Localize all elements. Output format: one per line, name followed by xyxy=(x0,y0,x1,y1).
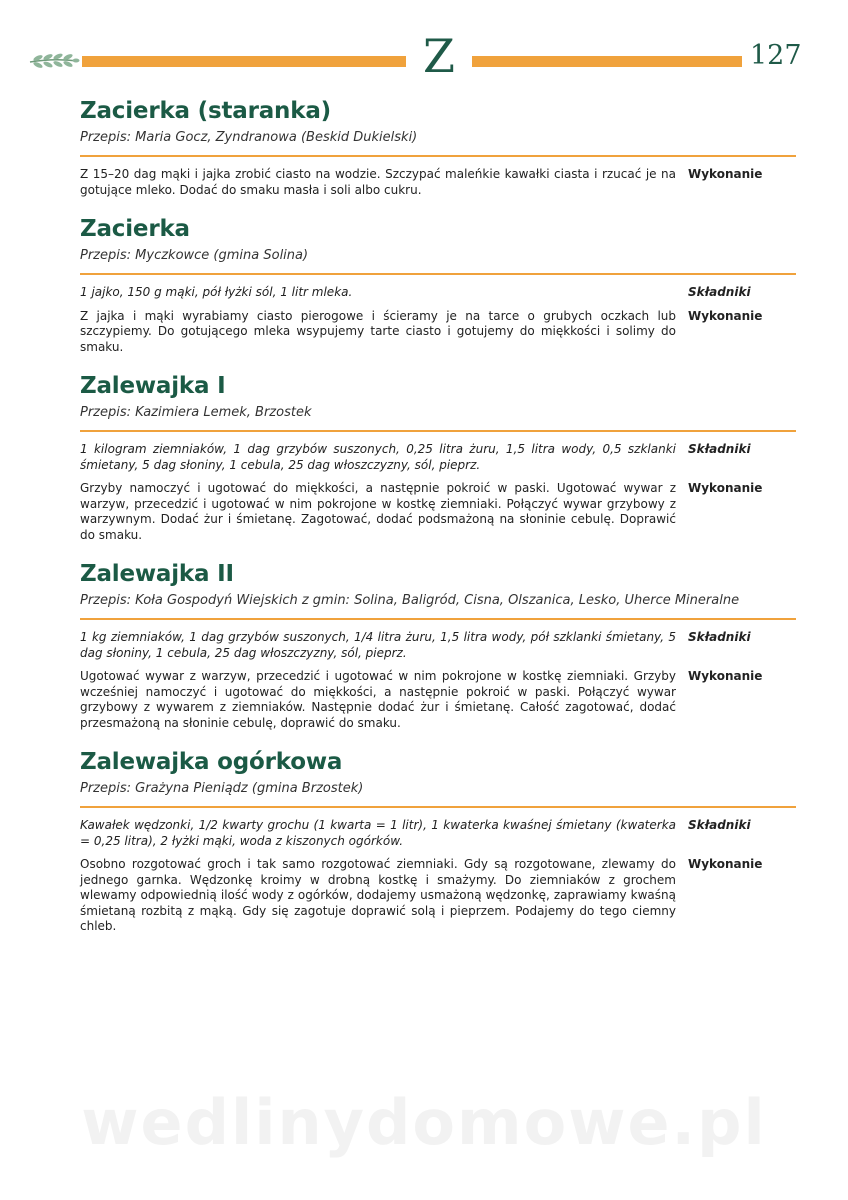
recipe xyxy=(80,212,796,355)
skladniki-row xyxy=(80,442,796,473)
recipe-author: Przepis: Grażyna Pieniądz (gmina Brzostek) xyxy=(80,781,364,796)
wykonanie-row xyxy=(80,167,796,198)
recipe xyxy=(80,557,796,731)
recipe-title: Zalewajka II xyxy=(80,561,234,587)
skladniki-row xyxy=(80,818,796,849)
wykonanie-text: Grzyby namoczyć i ugotować do miękkości, a następnie pokroić w paski. Ugotować wywar z warzyw, przecedzić i ugotować w nim pokrojone w kostkę ziemniaki. Połączyć wywar grzybowy z warzywnym. Dodać żur i śmietanę. Zagotować, dodać podsmażoną na słoninie cebulę. Doprawić do smaku. xyxy=(80,481,676,542)
section-letter: Z xyxy=(423,29,455,83)
skladniki-text: Kawałek wędzonki, 1/2 kwarty grochu (1 kwarta = 1 litr), 1 kwaterka kwaśnej śmietany (kwaterka = 0,25 litra), 2 łyżki mąki, woda z kiszonych ogórków. xyxy=(80,818,676,848)
divider xyxy=(80,430,796,432)
recipe-author: Przepis: Myczkowce (gmina Solina) xyxy=(80,248,309,263)
page-number: 127 xyxy=(750,40,802,71)
skladniki-label: Składniki xyxy=(688,818,751,832)
wykonanie-text: Z 15–20 dag mąki i jajka zrobić ciasto na wodzie. Szczypać maleńkie kawałki ciasta i rzucać je na gotujące mleko. Dodać do smaku masła i soli albo cukru. xyxy=(80,167,676,197)
wykonanie-label: Wykonanie xyxy=(688,167,763,181)
wykonanie-row xyxy=(80,857,796,935)
wykonanie-label: Wykonanie xyxy=(688,481,763,495)
wykonanie-row xyxy=(80,481,796,543)
leaf-ornament-icon xyxy=(28,50,80,72)
recipe-title: Zacierka xyxy=(80,216,190,242)
recipe-title: Zalewajka I xyxy=(80,373,226,399)
divider xyxy=(80,618,796,620)
skladniki-text: 1 kilogram ziemniaków, 1 dag grzybów suszonych, 0,25 litra żuru, 1,5 litra wody, 0,5 szklanki śmietany, 5 dag słoniny, 1 cebula, 25 dag włoszczyzny, sól, pieprz. xyxy=(80,442,676,472)
skladniki-row xyxy=(80,630,796,661)
wykonanie-row xyxy=(80,309,796,356)
watermark: wedlinydomowe.pl xyxy=(81,1086,767,1159)
recipe-author: Przepis: Maria Gocz, Zyndranowa (Beskid Dukielski) xyxy=(80,130,418,145)
recipe-title: Zalewajka ogórkowa xyxy=(80,749,343,775)
header-bar-right xyxy=(472,56,742,67)
skladniki-row xyxy=(80,285,796,301)
header-bar-left xyxy=(82,56,406,67)
wykonanie-text: Osobno rozgotować groch i tak samo rozgotować ziemniaki. Gdy są rozgotowane, zlewamy do jednego garnka. Wędzonkę kroimy w drobną kostkę i smażymy. Do ziemniaków z grochem wlewamy odpowiednią ilość wody z ogórków, dodajemy usmażoną wędzonkę, zaprawiamy kwaśną śmietaną rozbitą z mąką. Gdy się zagotuje doprawić solą i pieprzem. Podajemy do tego ciemny chleb. xyxy=(80,857,676,933)
wykonanie-label: Wykonanie xyxy=(688,308,763,323)
recipe-author: Przepis: Koła Gospodyń Wiejskich z gmin: Solina, Baligród, Cisna, Olszanica, Lesko, Uherce Mineralne xyxy=(80,593,740,608)
wykonanie-label: Wykonanie xyxy=(688,857,763,871)
wykonanie-row xyxy=(80,669,796,731)
divider xyxy=(80,273,796,275)
divider xyxy=(80,806,796,808)
divider xyxy=(80,155,796,157)
wykonanie-text: Z jajka i mąki wyrabiamy ciasto pierogowe i ścieramy je na tarce o grubych oczkach lub szczypiemy. Do gotującego mleka wsypujemy tarte ciasto i gotujemy do miękkości i solimy do smaku. xyxy=(80,308,676,354)
recipe xyxy=(80,745,796,935)
skladniki-text: 1 kg ziemniaków, 1 dag grzybów suszonych, 1/4 litra żuru, 1,5 litra wody, pół szklanki śmietany, 5 dag słoniny, 1 cebula, 25 dag włoszczyzny, sól, pieprz. xyxy=(80,630,676,660)
recipe-list xyxy=(80,94,796,949)
recipe-title: Zacierka (staranka) xyxy=(80,98,331,124)
skladniki-text: 1 jajko, 150 g mąki, pół łyżki sól, 1 litr mleka. xyxy=(80,285,353,299)
page-header xyxy=(0,0,848,90)
recipe-author: Przepis: Kazimiera Lemek, Brzostek xyxy=(80,405,312,420)
wykonanie-label: Wykonanie xyxy=(688,669,763,683)
recipe xyxy=(80,94,796,198)
skladniki-label: Składniki xyxy=(688,442,751,456)
skladniki-label: Składniki xyxy=(688,285,751,299)
skladniki-label: Składniki xyxy=(688,630,751,644)
wykonanie-text: Ugotować wywar z warzyw, przecedzić i ugotować w nim pokrojone w kostkę ziemniaki. Grzyby wcześniej namoczyć i ugotować do miękkości, a następnie pokroić w paski. Połączyć wywar grzybowy z wywarem z ziemniaków. Następnie dodać żur i śmietanę. Całość zagotować, dodać przesmażoną na słoninie cebulę, doprawić do smaku. xyxy=(80,669,676,730)
recipe xyxy=(80,369,796,543)
